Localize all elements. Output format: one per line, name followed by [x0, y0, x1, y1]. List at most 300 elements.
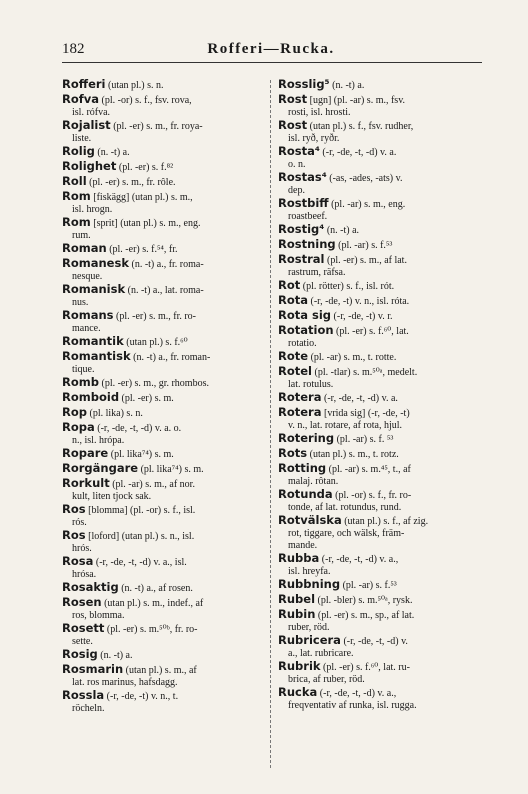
headword: Roll — [62, 175, 87, 188]
entry-first-line — [278, 171, 482, 185]
entry-definition: (-r, -de, -t, -d) v. a. — [321, 393, 398, 404]
headword: Ros — [62, 503, 86, 516]
headword: Rolig — [62, 145, 95, 158]
entry-continuation — [278, 267, 482, 279]
entry-continuation — [278, 379, 482, 391]
entry-definition: (pl. -er) s. m., fr. roya- — [110, 121, 203, 132]
entry-first-line — [278, 447, 482, 461]
headword: Rotera — [278, 391, 322, 404]
headword: Rosta⁴ — [278, 145, 320, 158]
entry-continuation — [62, 271, 266, 283]
entry-first-line — [278, 324, 482, 338]
entry-definition: (n. -t) a. — [329, 80, 365, 91]
entry-first-line — [62, 93, 266, 107]
entry-first-line — [278, 593, 482, 607]
entry-definition: nesque. — [72, 271, 103, 282]
entry-continuation — [62, 435, 266, 447]
entry-first-line — [62, 622, 266, 636]
entry-first-line — [62, 376, 266, 390]
headword: Romantik — [62, 335, 124, 348]
page-header — [62, 40, 480, 58]
entry-definition: (-r, -de, -t, -d) v. a., isl. — [93, 557, 187, 568]
dictionary-entry — [278, 197, 482, 223]
header-rule — [62, 62, 482, 63]
headword: Rubin — [278, 608, 316, 621]
dictionary-entry — [278, 294, 482, 308]
entry-first-line — [278, 294, 482, 308]
entry-first-line — [278, 223, 482, 237]
entry-definition: rosti, isl. hrosti. — [288, 107, 351, 118]
entry-continuation — [62, 107, 266, 119]
headword: Rossla — [62, 689, 105, 702]
entry-definition: (pl. -er) s. m., gr. rhombos. — [98, 378, 209, 389]
headword: Rojalist — [62, 119, 111, 132]
entry-continuation — [278, 700, 482, 712]
entry-continuation — [62, 297, 266, 309]
entry-definition: (pl. -ar) s. m.⁴⁵, t., af — [326, 464, 411, 475]
entry-definition: [fiskägg] (utan pl.) s. m., — [90, 192, 193, 203]
dictionary-entry — [278, 391, 482, 405]
entry-definition: (pl. lika) s. n. — [87, 408, 143, 419]
entry-definition: (pl. -ar) s. m., t. rotte. — [308, 352, 397, 363]
entry-definition: tonde, af lat. rotundus, rund. — [288, 502, 402, 513]
entry-definition: (pl. -ar) s. f.⁵³ — [340, 580, 397, 591]
headword: Ropa — [62, 421, 95, 434]
entry-continuation — [278, 648, 482, 660]
headword: Rota — [278, 294, 309, 307]
entry-definition: (pl. -er) s. f.⁸² — [116, 162, 174, 173]
page-number: 182 — [62, 41, 85, 57]
headword: Rubbning — [278, 578, 341, 591]
entry-definition: tique. — [72, 364, 95, 375]
headword: Ropare — [62, 447, 109, 460]
headword: Rosa — [62, 555, 94, 568]
headword: Roman — [62, 242, 107, 255]
headword: Romanesk — [62, 257, 129, 270]
entry-first-line — [278, 432, 482, 446]
entry-first-line — [278, 119, 482, 133]
entry-definition: lat. ros marinus, hafsdagg. — [72, 677, 178, 688]
entry-definition: (-r, -de, -t, -d) v. — [340, 636, 408, 647]
headword: Rubrik — [278, 660, 321, 673]
dictionary-entry — [278, 253, 482, 279]
entry-first-line — [278, 238, 482, 252]
headword: Rotel — [278, 365, 312, 378]
dictionary-entry — [278, 447, 482, 461]
dictionary-entry — [278, 324, 482, 350]
entry-first-line — [278, 93, 482, 107]
entry-definition: rastrum, räfsa. — [288, 267, 346, 278]
entry-continuation — [62, 517, 266, 529]
dictionary-entry — [62, 689, 266, 715]
headword: Rostbiff — [278, 197, 329, 210]
dictionary-entry — [62, 175, 266, 189]
entry-continuation — [62, 491, 266, 503]
entry-definition: isl. hrogn. — [72, 204, 113, 215]
entry-definition: (pl. -er) s. m.⁵⁰ᵇ, fr. ro- — [104, 624, 198, 635]
entry-first-line — [62, 119, 266, 133]
headword: Rot — [278, 279, 301, 292]
entry-definition: dep. — [288, 185, 305, 196]
entry-definition: sette. — [72, 636, 93, 647]
entry-continuation — [278, 133, 482, 145]
entry-definition: (utan pl.) s. f.⁶⁰ — [123, 337, 188, 348]
entry-definition: v. n., lat. rotare, af rota, hjul. — [288, 420, 403, 431]
dictionary-entry — [278, 488, 482, 514]
entry-definition: [blomma] (pl. -or) s. f., isl. — [85, 505, 196, 516]
headword: Rubba — [278, 552, 320, 565]
entry-definition: (utan pl.) s. f., fsv. rudher, — [307, 121, 414, 132]
entry-definition: (utan pl.) s. m., af — [123, 665, 197, 676]
entry-definition: (utan pl.) s. n. — [105, 80, 164, 91]
entry-continuation — [278, 674, 482, 686]
entry-first-line — [278, 365, 482, 379]
dictionary-entry — [62, 283, 266, 309]
entry-first-line — [62, 145, 266, 159]
dictionary-entry — [62, 663, 266, 689]
dictionary-entry — [62, 242, 266, 256]
headword: Rost — [278, 119, 308, 132]
headword: Rofva — [62, 93, 100, 106]
dictionary-entry — [278, 238, 482, 252]
dictionary-entry — [62, 648, 266, 662]
entry-definition: rot, tiggare, och wälsk, främ- — [288, 528, 405, 539]
running-title: Rofferi—Rucka. — [207, 41, 335, 57]
entry-definition: (pl. -or) s. f., fsv. rova, — [99, 95, 192, 106]
entry-definition: (pl. -er) s. f.⁶⁰, lat. ru- — [320, 662, 410, 673]
entry-continuation — [62, 323, 266, 335]
entry-definition: (pl. -er) s. m. — [119, 393, 174, 404]
entry-definition: lat. rotulus. — [288, 379, 334, 390]
dictionary-entry — [278, 514, 482, 552]
entry-continuation — [62, 133, 266, 145]
entry-first-line — [278, 686, 482, 700]
dictionary-entry — [62, 503, 266, 529]
entry-definition: (pl. -er) s. m., fr. ro- — [113, 311, 197, 322]
dictionary-entry — [62, 477, 266, 503]
entry-first-line — [62, 216, 266, 230]
entry-definition: (utan pl.) s. m., indef., af — [101, 598, 204, 609]
headword: Rostig⁴ — [278, 223, 325, 236]
entry-continuation — [278, 476, 482, 488]
entry-first-line — [62, 406, 266, 420]
headword: Romantisk — [62, 350, 131, 363]
dictionary-entry — [278, 171, 482, 197]
entry-continuation — [62, 703, 266, 715]
column-divider — [270, 80, 271, 768]
dictionary-entry — [278, 365, 482, 391]
entry-definition: (pl. rötter) s. f., isl. rót. — [300, 281, 395, 292]
entry-first-line — [62, 581, 266, 595]
entry-first-line — [278, 350, 482, 364]
entry-first-line — [62, 689, 266, 703]
dictionary-entry — [62, 160, 266, 174]
entry-definition: a., lat. rubricare. — [288, 648, 354, 659]
entry-first-line — [62, 462, 266, 476]
entry-first-line — [62, 350, 266, 364]
entry-definition: (pl. -ar) s. f.⁵³ — [335, 240, 393, 251]
entry-first-line — [278, 78, 482, 92]
entry-continuation — [62, 677, 266, 689]
entry-definition: (utan pl.) s. f., af zig. — [341, 516, 429, 527]
entry-first-line — [62, 309, 266, 323]
dictionary-entry — [62, 421, 266, 447]
entry-first-line — [278, 488, 482, 502]
entry-first-line — [62, 160, 266, 174]
entry-definition: mande. — [288, 540, 318, 551]
entry-first-line — [62, 78, 266, 92]
left-column — [62, 78, 266, 715]
dictionary-entry — [62, 335, 266, 349]
dictionary-entry — [62, 376, 266, 390]
entry-definition: mance. — [72, 323, 101, 334]
headword: Rost — [278, 93, 308, 106]
entry-continuation — [278, 159, 482, 171]
dictionary-entry — [278, 608, 482, 634]
entry-continuation — [62, 610, 266, 622]
entry-first-line — [278, 514, 482, 528]
entry-first-line — [278, 309, 482, 323]
headword: Rubricera — [278, 634, 341, 647]
entry-definition: liste. — [72, 133, 92, 144]
entry-first-line — [278, 253, 482, 267]
dictionary-entry — [278, 432, 482, 446]
headword: Rotvälska — [278, 514, 342, 527]
dictionary-entry — [62, 119, 266, 145]
entry-definition: (-r, -de, -t) v. n., isl. róta. — [308, 296, 410, 307]
entry-definition: (pl. -er) s. m., sp., af lat. — [315, 610, 415, 621]
headword: Rotera — [278, 406, 322, 419]
entry-definition: isl. rófva. — [72, 107, 111, 118]
dictionary-entry — [62, 462, 266, 476]
entry-definition: (-as, -ades, -ats) v. — [326, 173, 403, 184]
dictionary-entry — [62, 596, 266, 622]
entry-definition: n., isl. hrópa. — [72, 435, 125, 446]
entry-continuation — [62, 230, 266, 242]
entry-first-line — [62, 529, 266, 543]
dictionary-entry — [62, 555, 266, 581]
entry-first-line — [278, 145, 482, 159]
entry-definition: nus. — [72, 297, 89, 308]
dictionary-entry — [278, 593, 482, 607]
entry-definition: [sprit] (utan pl.) s. m., eng. — [90, 218, 201, 229]
entry-first-line — [278, 462, 482, 476]
entry-first-line — [278, 608, 482, 622]
entry-first-line — [278, 634, 482, 648]
headword: Rorkult — [62, 477, 110, 490]
headword: Rofferi — [62, 78, 106, 91]
headword: Rostning — [278, 238, 336, 251]
headword: Rucka — [278, 686, 318, 699]
entry-first-line — [62, 175, 266, 189]
entry-definition: ros, blomma. — [72, 610, 125, 621]
dictionary-entry — [62, 406, 266, 420]
entry-first-line — [62, 190, 266, 204]
entry-definition: rotatio. — [288, 338, 317, 349]
entry-definition: (pl. lika⁷⁴) s. m. — [108, 449, 174, 460]
entry-definition: (pl. -ar) s. f. ⁵³ — [334, 434, 394, 445]
entry-first-line — [62, 447, 266, 461]
headword: Rorgängare — [62, 462, 139, 475]
entry-first-line — [278, 660, 482, 674]
entry-definition: isl. ryð, ryðr. — [288, 133, 340, 144]
dictionary-entry — [278, 634, 482, 660]
headword: Romb — [62, 376, 99, 389]
entry-first-line — [278, 552, 482, 566]
entry-first-line — [62, 663, 266, 677]
entry-continuation — [278, 528, 482, 540]
dictionary-entry — [62, 622, 266, 648]
entry-first-line — [62, 242, 266, 256]
entry-definition: röcheln. — [72, 703, 105, 714]
headword: Rosslig⁵ — [278, 78, 330, 91]
entry-first-line — [62, 477, 266, 491]
headword: Rolighet — [62, 160, 117, 173]
entry-first-line — [278, 279, 482, 293]
entry-definition: [loford] (utan pl.) s. n., isl. — [85, 531, 195, 542]
entry-definition: kult, liten tjock sak. — [72, 491, 152, 502]
headword: Rote — [278, 350, 309, 363]
entry-continuation — [278, 420, 482, 432]
entry-definition: (pl. -tlar) s. m.⁵⁰ᵃ, medelt. — [312, 367, 418, 378]
dictionary-entry — [62, 309, 266, 335]
headword: Rosig — [62, 648, 98, 661]
entry-definition: (utan pl.) s. m., t. rotz. — [307, 449, 399, 460]
entry-definition: (n. -t) a. — [324, 225, 360, 236]
entry-definition: (n. -t) a. — [94, 147, 130, 158]
entry-definition: brica, af ruber, röd. — [288, 674, 365, 685]
entry-definition: (n. -t) a., lat. roma- — [125, 285, 204, 296]
entry-definition: (n. -t) a., fr. roman- — [130, 352, 211, 363]
headword: Rosaktig — [62, 581, 119, 594]
entry-definition: [ugn] (pl. -ar) s. m., fsv. — [307, 95, 406, 106]
entry-definition: (pl. -or) s. f., fr. ro- — [332, 490, 412, 501]
dictionary-entry — [278, 279, 482, 293]
entry-definition: (n. -t) a. — [97, 650, 133, 661]
dictionary-entry — [278, 552, 482, 578]
entry-continuation — [278, 502, 482, 514]
headword: Rosett — [62, 622, 105, 635]
entry-definition: (-r, -de, -t) v. n., t. — [104, 691, 179, 702]
dictionary-entry — [62, 581, 266, 595]
headword: Rota sig — [278, 309, 332, 322]
entry-definition: (pl. -er) s. f.⁶⁰, lat. — [333, 326, 409, 337]
dictionary-entry — [278, 660, 482, 686]
entry-first-line — [62, 335, 266, 349]
dictionary-entry — [278, 309, 482, 323]
dictionary-entry — [62, 350, 266, 376]
headword: Rom — [62, 190, 91, 203]
entry-continuation — [62, 636, 266, 648]
entry-definition: hrós. — [72, 543, 92, 554]
headword: Romboid — [62, 391, 120, 404]
headword: Romans — [62, 309, 114, 322]
headword: Ros — [62, 529, 86, 542]
headword: Rubel — [278, 593, 316, 606]
dictionary-entry — [62, 93, 266, 119]
entry-continuation — [62, 543, 266, 555]
dictionary-entry — [278, 406, 482, 432]
dictionary-entry — [278, 350, 482, 364]
entry-first-line — [62, 555, 266, 569]
entry-definition: freqventativ af runka, isl. rugga. — [288, 700, 417, 711]
headword: Rostas⁴ — [278, 171, 327, 184]
dictionary-entry — [278, 119, 482, 145]
entry-definition: (pl. -bler) s. m.⁵⁰ᵃ, rysk. — [315, 595, 413, 606]
headword: Rots — [278, 447, 308, 460]
headword: Rop — [62, 406, 87, 419]
entry-first-line — [278, 406, 482, 420]
entry-first-line — [62, 503, 266, 517]
entry-definition: rum. — [72, 230, 91, 241]
entry-continuation — [278, 211, 482, 223]
entry-definition: (-r, -de, -t, -d) v. a., — [319, 554, 399, 565]
dictionary-entry — [62, 257, 266, 283]
headword: Rotunda — [278, 488, 333, 501]
headword: Rosen — [62, 596, 102, 609]
entry-continuation — [62, 204, 266, 216]
entry-first-line — [62, 391, 266, 405]
entry-first-line — [62, 421, 266, 435]
headword: Rotation — [278, 324, 334, 337]
dictionary-entry — [62, 216, 266, 242]
entry-definition: o. n. — [288, 159, 306, 170]
entry-definition: [vrida sig] (-r, -de, -t) — [321, 408, 410, 419]
entry-definition: (pl. -er) s. f.⁵⁴, fr. — [106, 244, 178, 255]
dictionary-entry — [62, 190, 266, 216]
dictionary-entry — [62, 447, 266, 461]
headword: Rom — [62, 216, 91, 229]
entry-definition: rós. — [72, 517, 87, 528]
headword: Rotting — [278, 462, 327, 475]
entry-definition: roastbeef. — [288, 211, 328, 222]
headword: Rostral — [278, 253, 325, 266]
entry-first-line — [62, 257, 266, 271]
dictionary-entry — [278, 78, 482, 92]
entry-definition: (pl. lika⁷⁴) s. m. — [138, 464, 204, 475]
entry-definition: (pl. -er) s. m., fr. rôle. — [86, 177, 176, 188]
dictionary-entry — [278, 462, 482, 488]
dictionary-entry — [62, 78, 266, 92]
entry-first-line — [62, 648, 266, 662]
entry-definition: isl. hreyfa. — [288, 566, 331, 577]
dictionary-entry — [62, 529, 266, 555]
entry-definition: (-r, -de, -t, -d) v. a. o. — [94, 423, 182, 434]
entry-definition: ruber, röd. — [288, 622, 330, 633]
entry-first-line — [278, 197, 482, 211]
entry-definition: (pl. -er) s. m., af lat. — [324, 255, 407, 266]
headword: Romanisk — [62, 283, 126, 296]
entry-definition: hrósa. — [72, 569, 97, 580]
dictionary-entry — [278, 93, 482, 119]
dictionary-entry — [278, 578, 482, 592]
entry-continuation — [278, 338, 482, 350]
entry-definition: (-r, -de, -t, -d) v. a. — [319, 147, 397, 158]
entry-first-line — [62, 283, 266, 297]
entry-first-line — [62, 596, 266, 610]
headword: Rosmarin — [62, 663, 124, 676]
entry-definition: (-r, -de, -t, -d) v. a., — [317, 688, 397, 699]
dictionary-entry — [278, 223, 482, 237]
dictionary-entry — [278, 686, 482, 712]
entry-first-line — [278, 578, 482, 592]
entry-continuation — [62, 569, 266, 581]
entry-definition: (-r, -de, -t) v. r. — [331, 311, 393, 322]
entry-continuation — [278, 566, 482, 578]
entry-definition: malaj. rôtan. — [288, 476, 339, 487]
dictionary-entry — [62, 145, 266, 159]
headword: Rotering — [278, 432, 335, 445]
